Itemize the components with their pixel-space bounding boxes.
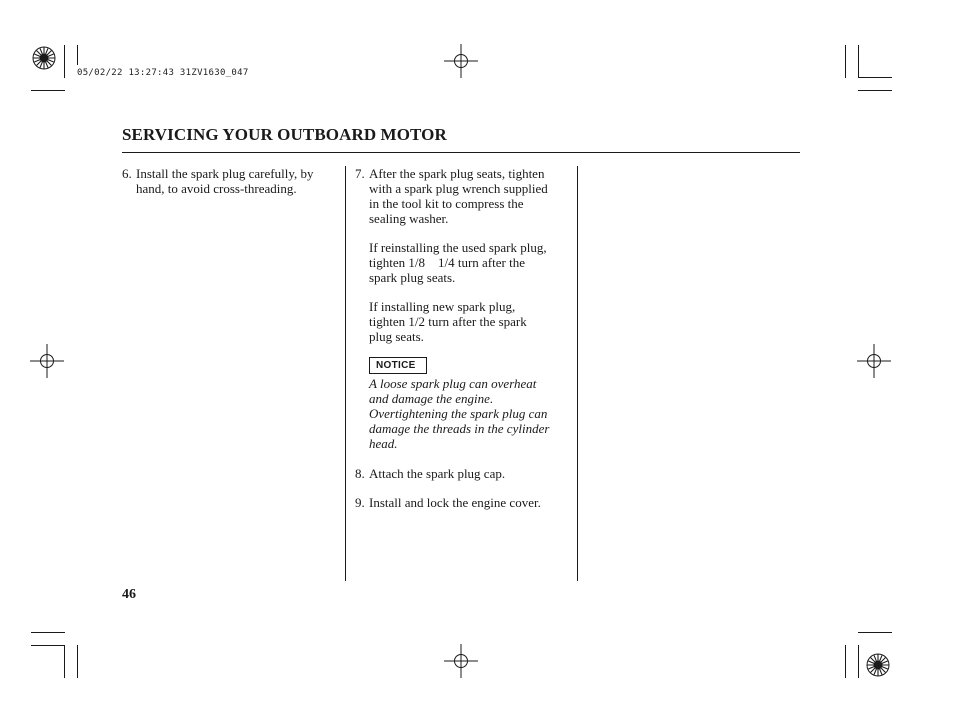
notice-line: Overtightening the spark plug can — [369, 406, 548, 421]
notice-line: and damage the engine. — [369, 391, 494, 406]
step-number: 6. — [122, 166, 132, 181]
title-rule — [122, 152, 800, 153]
print-stamp: 05/02/22 13:27:43 31ZV1630_047 — [77, 68, 249, 78]
reinstall-paragraph — [355, 240, 575, 285]
crosshair-bottom-icon — [444, 644, 478, 678]
para-line: tighten 1/2 turn after the spark — [369, 314, 527, 329]
para-line: plug seats. — [369, 329, 424, 344]
step-text-line: After the spark plug seats, tighten — [369, 166, 545, 181]
middle-column — [355, 166, 575, 510]
notice-line: damage the threads in the cylinder — [369, 421, 550, 436]
step-text-line: hand, to avoid cross-threading. — [136, 181, 297, 196]
step-text-line: Install the spark plug carefully, by — [136, 166, 314, 181]
para-line: tighten 1/8 1/4 turn after the — [369, 255, 525, 270]
step-text-line: sealing washer. — [369, 211, 449, 226]
crosshair-top-icon — [444, 44, 478, 78]
step-number: 9. — [355, 495, 365, 510]
page-number: 46 — [122, 587, 136, 602]
column-divider-left — [345, 166, 346, 581]
step-8 — [355, 466, 575, 481]
step-text-line: with a spark plug wrench supplied — [369, 181, 548, 196]
notice-line: head. — [369, 436, 398, 451]
step-text-line: Install and lock the engine cover. — [369, 495, 541, 510]
step-number: 8. — [355, 466, 365, 481]
step-7 — [355, 166, 575, 226]
sunburst-target-icon — [865, 652, 891, 678]
step-text-line: in the tool kit to compress the — [369, 196, 524, 211]
para-line: If installing new spark plug, — [369, 299, 516, 314]
notice-label: NOTICE — [369, 357, 427, 374]
new-plug-paragraph — [355, 299, 575, 344]
crosshair-right-icon — [857, 344, 891, 378]
left-column — [122, 166, 337, 196]
para-line: spark plug seats. — [369, 270, 456, 285]
crosshair-left-icon — [30, 344, 64, 378]
sunburst-target-icon — [31, 45, 57, 71]
step-6 — [122, 166, 337, 196]
notice-text — [355, 376, 575, 451]
step-text-line: Attach the spark plug cap. — [369, 466, 506, 481]
step-number: 7. — [355, 166, 365, 181]
step-9 — [355, 495, 575, 510]
section-title: SERVICING YOUR OUTBOARD MOTOR — [122, 125, 447, 144]
notice-line: A loose spark plug can overheat — [369, 376, 537, 391]
para-line: If reinstalling the used spark plug, — [369, 240, 547, 255]
column-divider-right — [577, 166, 578, 581]
